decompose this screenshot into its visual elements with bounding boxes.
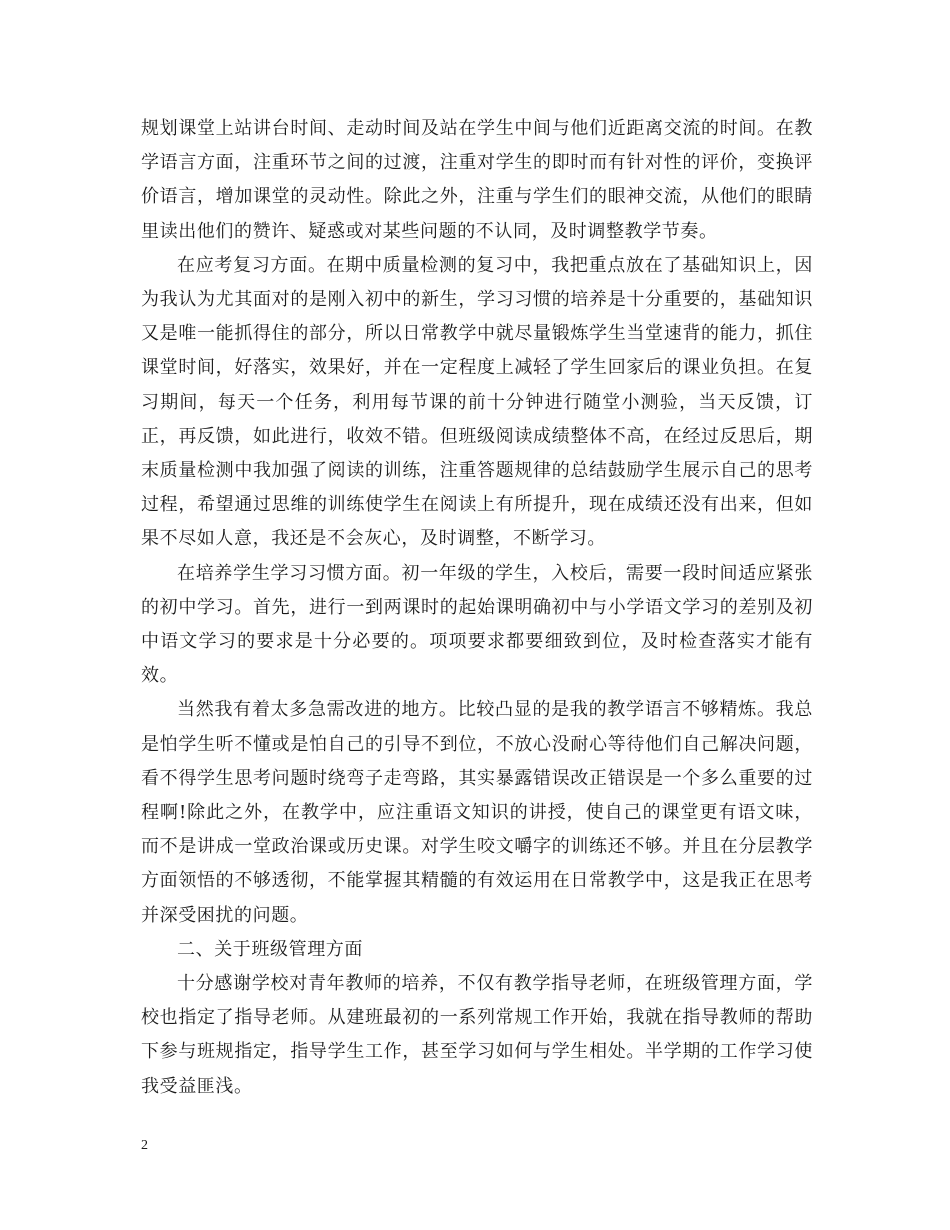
paragraph-improvements: 当然我有着太多急需改进的地方。比较凸显的是我的教学语言不够精炼。我总是怕学生听不懂或是怕自己的引导不到位，不放心没耐心等待他们自己解决问题，看不得学生思考问题时绕弯子走弯路，其实暴露错误改正错误是一个多么重要的过程啊!除此之外，在教学中，应注重语文知识的讲授，使自己的课堂更有语文味，而不是讲成一堂政治课或历史课。对学生咬文嚼字的训练还不够。并且在分层教学方面领悟的不够透彻，不能掌握其精髓的有效运用在日常教学中，这是我正在思考并深受困扰的问题。 <box>141 699 813 926</box>
paragraph-study-habits: 在培养学生学习习惯方面。初一年级的学生，入校后，需要一段时间适应紧张的初中学习。首先，进行一到两课时的起始课明确初中与小学语文学习的差别及初中语文学习的要求是十分必要的。项项要求都要细致到位，及时检查落实才能有效。 <box>141 562 813 687</box>
paragraph-exam-review: 在应考复习方面。在期中质量检测的复习中，我把重点放在了基础知识上，因为我认为尤其面对的是刚入初中的新生，学习习惯的培养是十分重要的，基础知识又是唯一能抓得住的部分，所以日常教学中就尽量锻炼学生当堂速背的能力，抓住课堂时间，好落实，效果好，并在一定程度上减轻了学生回家后的课业负担。在复习期间，每天一个任务，利用每节课的前十分钟进行随堂小测验，当天反馈，订正，再反馈，如此进行，收效不错。但班级阅读成绩整体不高，在经过反思后，期末质量检测中我加强了阅读的训练，注重答题规律的总结鼓励学生展示自己的思考过程，希望通过思维的训练使学生在阅读上有所提升，现在成绩还没有出来，但如果不尽如人意，我还是不会灰心，及时调整，不断学习。 <box>141 254 813 550</box>
section-heading-class-management: 二、关于班级管理方面 <box>177 938 363 960</box>
paragraph-class-management: 十分感谢学校对青年教师的培养，不仅有教学指导老师，在班级管理方面，学校也指定了指导老师。从建班最初的一系列常规工作开始，我就在指导教师的帮助下参与班规指定，指导学生工作，甚至学习如何与学生相处。半学期的工作学习使我受益匪浅。 <box>141 973 813 1097</box>
paragraph-classroom-language: 规划课堂上站讲台时间、走动时间及站在学生中间与他们近距离交流的时间。在教学语言方面，注重环节之间的过渡，注重对学生的即时而有针对性的评价，变换评价语言，增加课堂的灵动性。除此之外，注重与学生们的眼神交流，从他们的眼睛里读出他们的赞许、疑惑或对某些问题的不认同，及时调整教学节奏。 <box>141 118 813 242</box>
document-body <box>141 112 813 1104</box>
page-number: 2 <box>141 1138 148 1153</box>
